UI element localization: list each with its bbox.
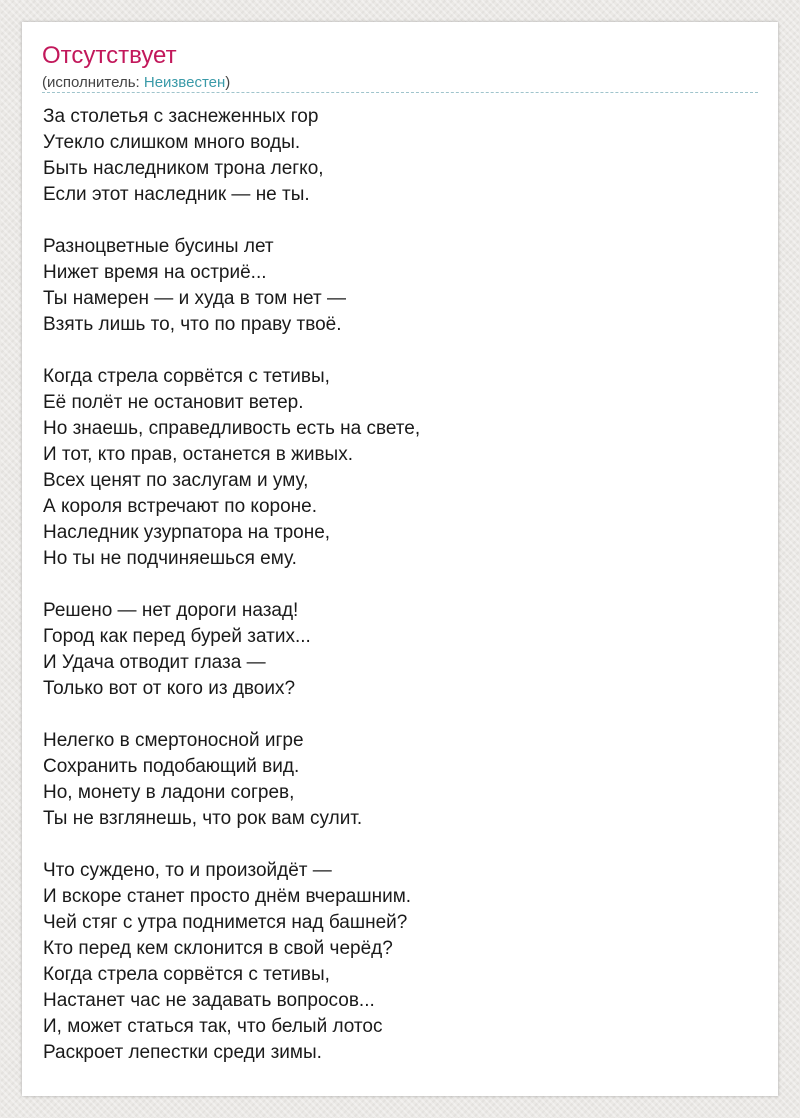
lyrics-stanza [43,104,758,208]
lyrics-stanza [43,364,758,572]
lyrics-line: И вскоре станет просто днём вчерашним. [43,886,412,907]
artist-prefix: (исполнитель: [42,74,144,91]
lyrics-stanza [43,234,758,338]
lyrics-card [22,22,778,1096]
lyrics-stanza [43,728,758,832]
lyrics-line: Когда стрела сорвётся с тетивы, [43,366,330,387]
lyrics-line: Кто перед кем склонится в свой черёд? [43,938,393,959]
header-divider [42,92,758,93]
lyrics-line: И Удача отводит глаза — [43,652,266,673]
lyrics-line: Всех ценят по заслугам и уму, [43,470,309,491]
lyrics-stanza [43,598,758,702]
lyrics-line: И, может статься так, что белый лотос [43,1016,383,1037]
lyrics-stanza [43,858,758,1066]
lyrics-line: Быть наследником трона легко, [43,158,324,179]
lyrics-line: Ты намерен — и худа в том нет — [43,288,346,309]
lyrics-line: Настанет час не задавать вопросов... [43,990,375,1011]
artist-suffix: ) [225,74,231,91]
lyrics-line: Только вот от кого из двоих? [43,678,296,699]
lyrics-line: Но знаешь, справедливость есть на свете, [43,418,421,439]
lyrics-line: Город как перед бурей затих... [43,626,311,647]
lyrics-line: И тот, кто прав, останется в живых. [43,444,353,465]
artist-link[interactable]: Неизвестен [143,74,226,91]
lyrics-line: Нижет время на остриё... [43,262,267,283]
lyrics-line: Нелегко в смертоносной игре [43,730,304,751]
lyrics-line: Разноцветные бусины лет [43,236,274,257]
lyrics-line: Чей стяг с утра поднимется над башней? [43,912,408,933]
artist-line [42,73,230,93]
lyrics-line: Что суждено, то и произойдёт — [43,860,332,881]
lyrics-line: Взять лишь то, что по праву твоё. [43,314,342,335]
lyrics-line: Если этот наследник — не ты. [43,184,310,205]
lyrics-line: А короля встречают по короне. [43,496,317,517]
lyrics-line: Раскроет лепестки среди зимы. [43,1042,322,1063]
lyrics-line: Ты не взглянешь, что рок вам сулит. [43,808,363,829]
lyrics-line: За столетья с заснеженных гор [43,106,319,127]
lyrics-body [43,104,758,1092]
lyrics-line: Когда стрела сорвётся с тетивы, [43,964,330,985]
lyrics-line: Но ты не подчиняешься ему. [43,548,297,569]
lyrics-line: Решено — нет дороги назад! [43,600,299,621]
lyrics-line: Наследник узурпатора на троне, [43,522,331,543]
song-title: Отсутствует [42,42,177,69]
lyrics-line: Её полёт не остановит ветер. [43,392,304,413]
lyrics-line: Сохранить подобающий вид. [43,756,300,777]
lyrics-line: Утекло слишком много воды. [43,132,301,153]
lyrics-line: Но, монету в ладони согрев, [43,782,295,803]
